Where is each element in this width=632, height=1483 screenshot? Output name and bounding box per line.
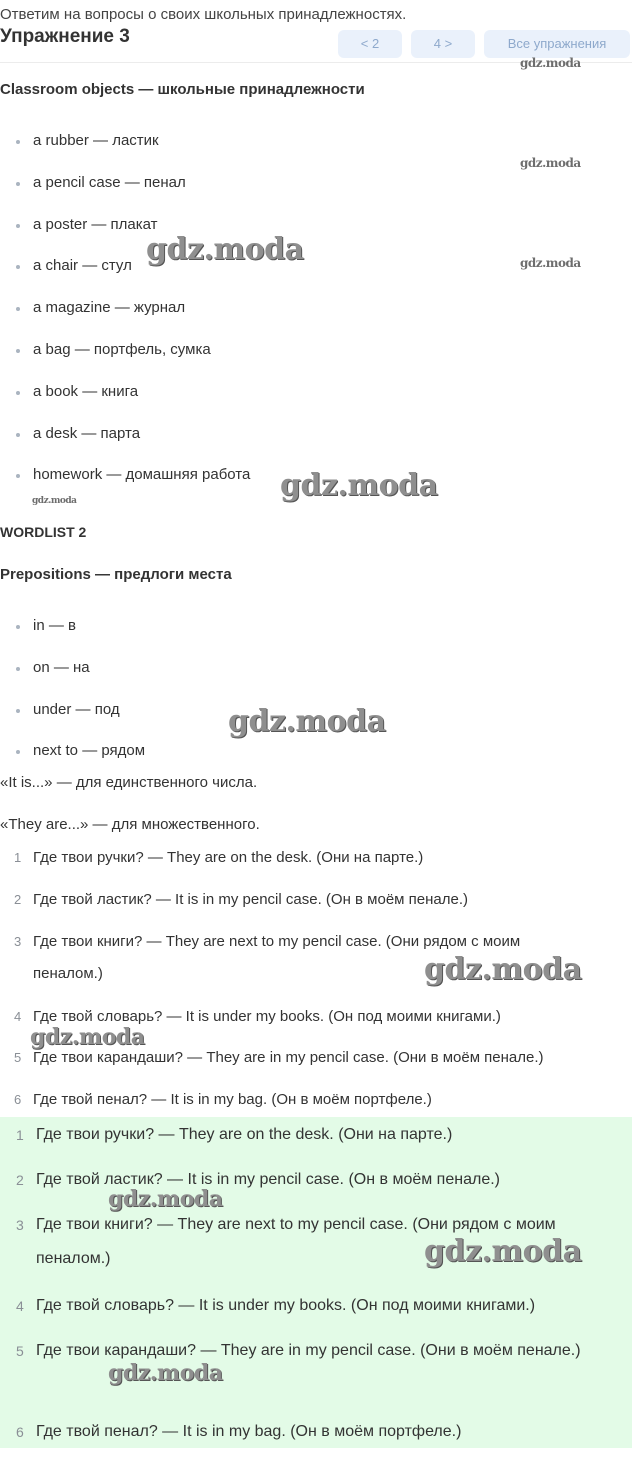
item-number: 4 — [14, 1009, 22, 1024]
watermark-logo: gdz.moda — [108, 1186, 223, 1212]
item-number: 1 — [16, 1127, 24, 1143]
watermark-logo: gdz.moda — [520, 256, 581, 270]
item-text: Где твои ручки? — They are on the desk. (Они на парте.) — [33, 849, 424, 866]
item-number: 5 — [16, 1343, 24, 1359]
watermark-logo: gdz.moda — [108, 1360, 223, 1386]
item-text: Где твои книги? — They are next to my pencil case. (Они рядом с моим пеналом.) — [36, 1216, 556, 1267]
list-item: a rubber — ластик — [0, 131, 250, 173]
item-text: Где твой словарь? — It is under my books. (Он под моими книгами.) — [36, 1297, 536, 1314]
item-number: 2 — [14, 892, 22, 907]
list-item: in — в — [0, 616, 145, 658]
list-item: on — на — [0, 658, 145, 700]
item-text: Где твой пенал? — It is in my bag. (Он в моём портфеле.) — [33, 1091, 432, 1108]
classroom-objects-list — [0, 131, 250, 507]
watermark-logo: gdz.moda — [30, 1024, 145, 1050]
note-singular: «It is...» — для единственного числа. — [0, 774, 258, 791]
wordlist-label: WORDLIST 2 — [0, 524, 87, 540]
item-number: 1 — [14, 850, 22, 865]
answer-box — [0, 1117, 632, 1448]
list-item: a desk — парта — [0, 424, 250, 466]
watermark-logo: gdz.moda — [228, 704, 386, 739]
item-text: Где твои ручки? — They are on the desk. (Они на парте.) — [36, 1126, 453, 1143]
list-item: next to — рядом — [0, 741, 145, 783]
item-number: 6 — [14, 1092, 22, 1107]
list-item: a poster — плакат — [0, 215, 250, 257]
list-item: a chair — стул — [0, 256, 250, 298]
item-text: Где твой словарь? — It is under my books. (Он под моими книгами.) — [33, 1008, 501, 1025]
note-plural: «They are...» — для множественного. — [0, 816, 260, 833]
item-text: Где твои книги? — They are next to my pencil case. (Они рядом с моим пеналом.) — [33, 933, 521, 982]
section-heading-prepositions: Prepositions — предлоги места — [0, 566, 232, 583]
list-item: a book — книга — [0, 382, 250, 424]
item-number: 3 — [16, 1217, 24, 1233]
item-number: 2 — [16, 1172, 24, 1188]
item-number: 5 — [14, 1050, 22, 1065]
all-exercises-button[interactable]: Все упражнения — [484, 30, 630, 58]
list-item: under — под — [0, 700, 145, 742]
item-text: Где твой ластик? — It is in my pencil case. (Он в моём пенале.) — [33, 891, 468, 908]
list-item: a magazine — журнал — [0, 298, 250, 340]
watermark-logo: gdz.moda — [520, 156, 581, 170]
watermark-logo: gdz.moda — [32, 496, 77, 506]
list-item: a pencil case — пенал — [0, 173, 250, 215]
item-number: 6 — [16, 1424, 24, 1440]
prev-exercise-button[interactable]: < 2 — [338, 30, 402, 58]
watermark-logo: gdz.moda — [424, 1234, 582, 1269]
next-exercise-button[interactable]: 4 > — [411, 30, 475, 58]
item-text: Где твои карандаши? — They are in my pencil case. (Они в моём пенале.) — [36, 1342, 581, 1359]
watermark-logo: gdz.moda — [280, 468, 438, 503]
prepositions-list — [0, 616, 145, 783]
list-item: a bag — портфель, сумка — [0, 340, 250, 382]
item-text: Где твой ластик? — It is in my pencil case. (Он в моём пенале.) — [36, 1171, 500, 1188]
item-text: Где твои карандаши? — They are in my pencil case. (Они в моём пенале.) — [33, 1049, 544, 1066]
intro-text: Ответим на вопросы о своих школьных принадлежностях. — [0, 6, 407, 23]
item-number: 3 — [14, 934, 22, 949]
item-number: 4 — [16, 1298, 24, 1314]
item-text: Где твой пенал? — It is in my bag. (Он в моём портфеле.) — [36, 1423, 462, 1440]
watermark-logo: gdz.moda — [146, 232, 304, 267]
list-item: homework — домашняя работа — [0, 465, 250, 507]
section-heading-classroom-objects: Classroom objects — школьные принадлежности — [0, 81, 365, 98]
exercise-title: Упражнение 3 — [0, 26, 130, 47]
watermark-logo: gdz.moda — [520, 56, 581, 70]
watermark-logo: gdz.moda — [424, 952, 582, 987]
